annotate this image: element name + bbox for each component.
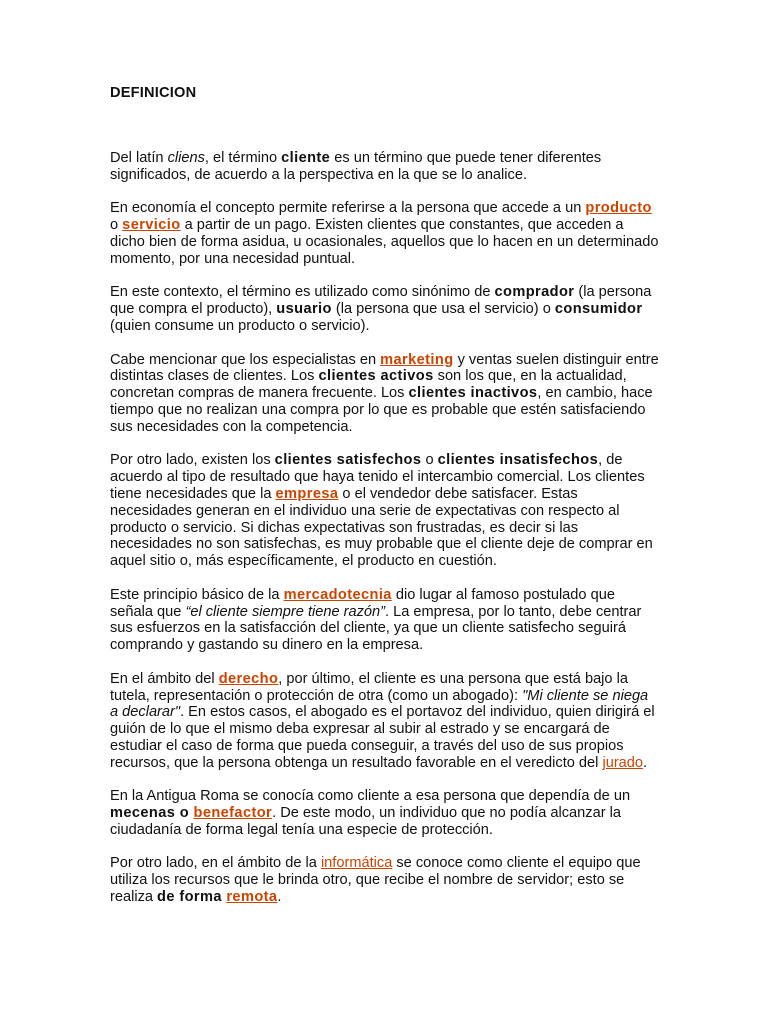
term-de-forma: de forma (157, 889, 227, 906)
term-clientes-inactivos: clientes inactivos (408, 385, 538, 402)
paragraph-2: En economía el concepto permite referirse a la persona que accede a un producto o servicio a partir de un pago. Existen clientes que constantes, que acceden a dicho bien de forma asidua, u ocasionales, aquellos que lo hacen en un determinado momento, por una necesidad puntual. (110, 200, 659, 267)
term-consumidor: consumidor (554, 301, 643, 318)
term-usuario: usuario (276, 301, 332, 318)
paragraph-6: Este principio básico de la mercadotecnia dio lugar al famoso postulado que señala que “el cliente siempre tiene razón”. La empresa, por lo tanto, debe centrar sus esfuerzos en la satisfacción del cliente, ya que un cliente satisfecho seguirá comprando y gastando su dinero en la empresa. (110, 586, 642, 654)
latin-term: cliens (167, 150, 205, 166)
link-producto[interactable]: producto (585, 200, 652, 217)
link-jurado[interactable]: jurado (602, 754, 644, 771)
link-benefactor[interactable]: benefactor (193, 805, 273, 822)
term-comprador: comprador (494, 284, 575, 301)
link-remota[interactable]: remota (226, 889, 278, 906)
term-clientes-satisfechos: clientes satisfechos (274, 452, 422, 469)
link-marketing[interactable]: marketing (380, 351, 454, 368)
term-mecenas: mecenas o (110, 805, 194, 822)
paragraph-7: En el ámbito del derecho, por último, el cliente es una persona que está bajo la tutela, representación o protección de otra (como un abogado): "Mi cliente se niega a declarar". En estos casos, el abogado es el portavoz del individuo, quien dirigirá el guión de lo que el mismo deba expresar al subir al estrado y se encargará de estudiar el caso de forma que pueda conseguir, a través del uso de sus propios recursos, que la persona obtenga un resultado favorable en el veredicto del jurado. (110, 670, 655, 771)
quote-mi-cliente: "Mi cliente se niega a declarar" (110, 687, 649, 721)
term-clientes-activos: clientes activos (318, 368, 434, 385)
link-empresa[interactable]: empresa (275, 485, 339, 502)
page-title: DEFINICION (110, 85, 197, 101)
link-mercadotecnia[interactable]: mercadotecnia (283, 586, 392, 603)
document-body (110, 150, 660, 923)
paragraph-1: Del latín cliens, el término cliente es un término que puede tener diferentes significados, de acuerdo a la perspectiva en la que se lo analice. (110, 150, 602, 183)
paragraph-8: En la Antigua Roma se conocía como cliente a esa persona que dependía de un mecenas o benefactor. De este modo, un individuo que no podía alcanzar la ciudadanía de forma legal tenía una especie de protección. (110, 788, 631, 838)
term-clientes-insatisfechos: clientes insatisfechos (437, 452, 599, 469)
paragraph-5: Por otro lado, existen los clientes satisfechos o clientes insatisfechos, de acuerdo al tipo de resultado que haya tenido el intercambio comercial. Los clientes tiene necesidades que la empresa o el vendedor debe satisfacer. Estas necesidades generan en el individuo una serie de expectativas con respecto al producto o servicio. Si dichas expectativas son frustradas, es decir si las necesidades no son satisfechas, es muy probable que el cliente deje de comprar en aquel sitio o, más específicamente, el producto en cuestión. (110, 452, 653, 570)
paragraph-9: Por otro lado, en el ámbito de la informática se conoce como cliente el equipo que utiliza los recursos que le brinda otro, que recibe el nombre de servidor; esto se realiza de forma remota. (110, 855, 641, 906)
paragraph-3: En este contexto, el término es utilizado como sinónimo de comprador (la persona que compra el producto), usuario (la persona que usa el servicio) o consumidor (quien consume un producto o servicio). (110, 284, 652, 334)
link-informatica[interactable]: informática (320, 855, 393, 872)
link-derecho[interactable]: derecho (218, 670, 279, 687)
quote-cliente-razon: “el cliente siempre tiene razón” (185, 603, 386, 620)
paragraph-4: Cabe mencionar que los especialistas en marketing y ventas suelen distinguir entre distintas clases de clientes. Los clientes activos son los que, en la actualidad, concretan compras de manera frecuente. Los clientes inactivos, en cambio, hace tiempo que no realizan una compra por lo que es probable que estén satisfaciendo sus necesidades con la competencia. (110, 351, 659, 435)
link-servicio[interactable]: servicio (122, 217, 181, 234)
term-cliente: cliente (281, 150, 331, 166)
